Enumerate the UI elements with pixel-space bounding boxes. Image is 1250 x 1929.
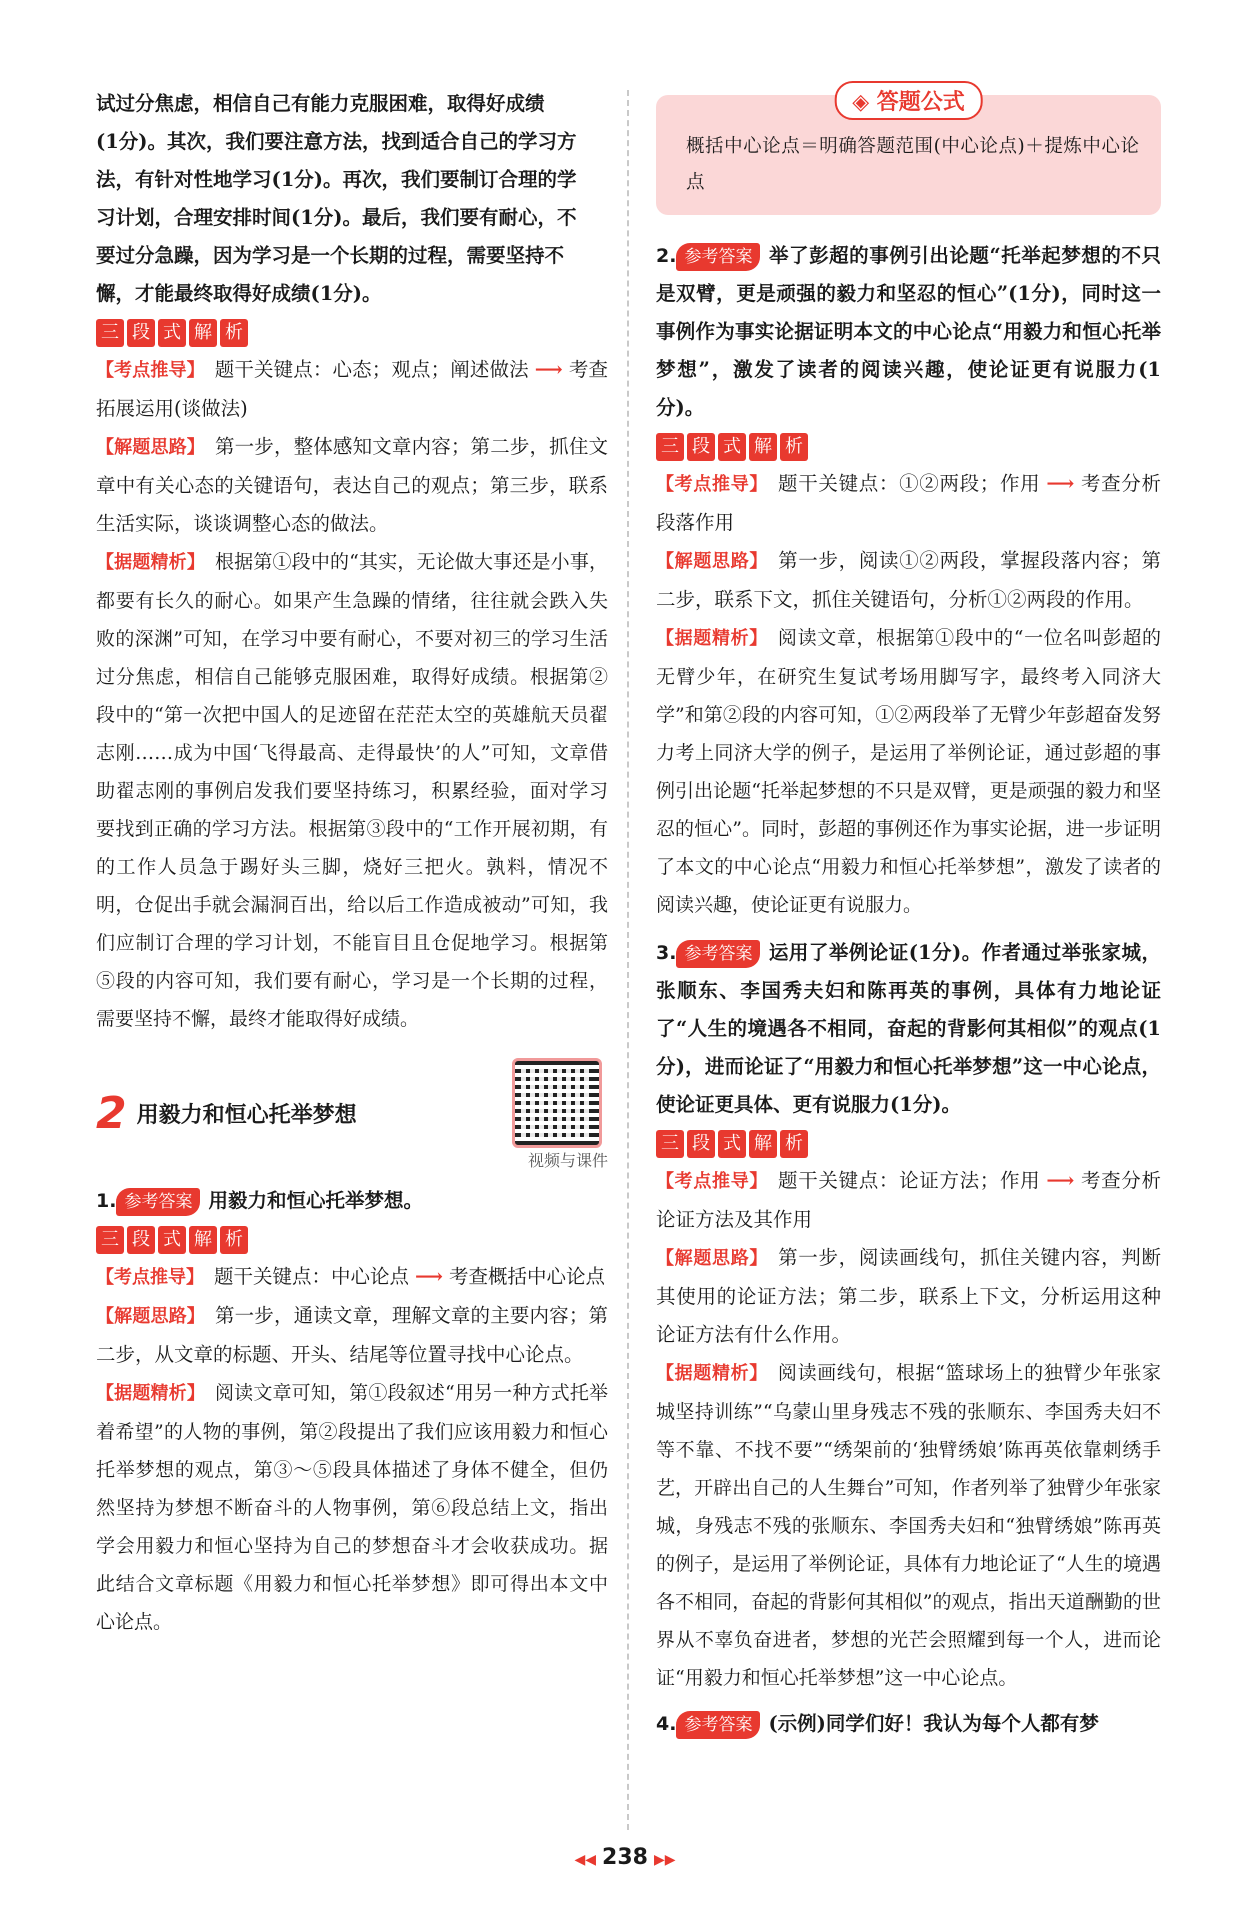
kaodian-paragraph — [96, 351, 608, 428]
formula-text: 概括中心论点＝明确答题范围(中心论点)＋提炼中心论点 — [686, 136, 1139, 193]
badge-char: 析 — [220, 319, 248, 347]
answer-badge: 参考答案 — [676, 940, 760, 968]
arrow-icon: ⟶ — [1046, 472, 1075, 495]
page-footer — [0, 1845, 1250, 1870]
badge-char: 段 — [687, 1130, 715, 1158]
sanduan-badge — [656, 433, 1161, 461]
prev-page-icon[interactable]: ◀◀ — [574, 1852, 597, 1868]
jingxi-text: 阅读文章可知，第①段叙述“用另一种方式托举着希望”的人物的事例，第②段提出了我们应该用毅力和恒心托举梦想的观点，第③～⑤段具体描述了身体不健全，但仍然坚持为梦想不断奋斗的人物事例，第⑥段总结上文，指出学会用毅力和恒心坚持为自己的梦想奋斗才会收获成功。据此结合文章标题《用毅力和恒心托举梦想》即可得出本文中心论点。 — [96, 1382, 609, 1633]
kaodian-tag: 【考点推导】 — [656, 1171, 769, 1192]
jieti-tag: 【解题思路】 — [96, 1306, 205, 1327]
intro-line: 试过分焦虑，相信自己有能力克服困难，取得好成绩 — [96, 92, 545, 115]
section-heading — [96, 1068, 608, 1170]
qr-code-icon[interactable] — [512, 1058, 602, 1148]
next-page-icon[interactable]: ▶▶ — [653, 1852, 676, 1868]
page-number: 238 — [602, 1845, 648, 1870]
badge-char: 三 — [96, 319, 124, 347]
badge-char: 析 — [780, 1130, 808, 1158]
jieti-text: 第一步，阅读画线句，抓住关键内容，判断其使用的论证方法；第二步，联系上下文，分析运用这种论证方法有什么作用。 — [656, 1246, 1161, 1346]
badge-char: 段 — [687, 433, 715, 461]
question-number: 1. — [96, 1190, 117, 1212]
question-number: 4. — [656, 1713, 677, 1735]
arrow-icon: ⟶ — [534, 358, 563, 381]
intro-line: 懈，才能最终取得好成绩(1分)。 — [96, 282, 382, 305]
answer-badge: 参考答案 — [676, 1711, 760, 1739]
answer-text: (示例)同学们好！我认为每个人都有梦 — [768, 1712, 1099, 1735]
qr-label: 视频与课件 — [527, 1151, 608, 1170]
sanduan-badge — [96, 319, 608, 347]
jingxi-paragraph — [656, 619, 1161, 924]
answer-badge: 参考答案 — [116, 1188, 200, 1216]
jingxi-paragraph — [656, 1354, 1161, 1697]
jingxi-paragraph — [96, 543, 608, 1038]
badge-char: 析 — [780, 433, 808, 461]
jieti-paragraph — [656, 542, 1161, 619]
jingxi-text: 根据第①段中的“其实，无论做大事还是小事，都要有长久的耐心。如果产生急躁的情绪，往往就会跌入失败的深渊”可知，在学习中要有耐心，不要对初三的学习生活过分焦虑，相信自己能够克服困难，取得好成绩。根据第②段中的“第一次把中国人的足迹留在茫茫太空的英雄航天员翟志刚……成为中国‘飞得最高、走得最快’的人”可知，文章借助翟志刚的事例启发我们要坚持练习，积累经验，面对学习要找到正确的学习方法。根据第③段中的“工作开展初期，有的工作人员急于踢好头三脚，烧好三把火。孰料，情况不明，仓促出手就会漏洞百出，给以后工作造成被动”可知，我们应制订合理的学习计划，不能盲目且仓促地学习。根据第⑤段的内容可知，我们要有耐心，学习是一个长期的过程，需要坚持不懈，最终才能取得好成绩。 — [96, 551, 609, 1030]
left-column — [96, 85, 608, 1641]
section-title: 用毅力和恒心托举梦想 — [136, 1102, 357, 1128]
badge-char: 式 — [718, 433, 746, 461]
badge-char: 段 — [127, 319, 155, 347]
badge-char: 析 — [220, 1226, 248, 1254]
badge-char: 段 — [127, 1226, 155, 1254]
kaodian-paragraph — [656, 1162, 1161, 1239]
jingxi-paragraph — [96, 1374, 608, 1641]
kaodian-tag: 【考点推导】 — [656, 474, 769, 495]
q1-answer — [96, 1182, 608, 1220]
jingxi-tag: 【据题精析】 — [96, 1383, 205, 1404]
formula-title-text: 答题公式 — [876, 90, 965, 115]
answer-text: 运用了举例论证(1分)。作者通过举张家城，张顺东、李国秀夫妇和陈再英的事例，具体有力地论证了“人生的境遇各不相同，奋起的背影何其相似”的观点(1分)，进而论证了“用毅力和恒心托举梦想”这一中心论点，使论证更具体、更有说服力(1分)。 — [656, 941, 1161, 1116]
kaodian-text: 题干关键点：论证方法；作用 — [778, 1169, 1041, 1192]
kaodian-result: 考查概括中心论点 — [448, 1265, 605, 1288]
jieti-paragraph — [96, 1297, 608, 1374]
answer-text: 举了彭超的事例引出论题“托举起梦想的不只是双臂，更是顽强的毅力和坚忍的恒心”(1分)，同时这一事例作为事实论据证明本文的中心论点“用毅力和恒心托举梦想”，激发了读者的阅读兴趣，使论证更有说服力(1分)。 — [656, 244, 1161, 419]
intro-line: 法，有针对性地学习(1分)。再次，我们要制订合理的学 — [96, 168, 577, 191]
badge-char: 式 — [718, 1130, 746, 1158]
badge-char: 式 — [158, 319, 186, 347]
jingxi-tag: 【据题精析】 — [96, 552, 205, 573]
jieti-text: 第一步，整体感知文章内容；第二步，抓住文章中有关心态的关键语句，表达自己的观点；第三步，联系生活实际，谈谈调整心态的做法。 — [96, 435, 608, 535]
question-number: 3. — [656, 942, 677, 964]
question-number: 2. — [656, 245, 677, 267]
formula-box — [656, 90, 1161, 215]
jingxi-tag: 【据题精析】 — [656, 628, 768, 649]
badge-char: 解 — [749, 1130, 777, 1158]
jieti-text: 第一步，阅读①②两段，掌握段落内容；第二步，联系下文，抓住关键语句，分析①②两段的作用。 — [656, 549, 1161, 611]
kaodian-result: 考查拓展运用(谈做法) — [96, 358, 608, 420]
arrow-icon: ⟶ — [1046, 1169, 1075, 1192]
column-divider — [627, 90, 629, 1830]
answer-text: 用毅力和恒心托举梦想。 — [208, 1189, 423, 1212]
intro-line: 习计划，合理安排时间(1分)。最后，我们要有耐心，不 — [96, 206, 577, 229]
kaodian-tag: 【考点推导】 — [96, 1267, 204, 1288]
sanduan-badge — [656, 1130, 1161, 1158]
badge-char: 解 — [749, 433, 777, 461]
jieti-tag: 【解题思路】 — [96, 437, 205, 458]
intro-line: (1分)。其次，我们要注意方法，找到适合自己的学习方 — [96, 130, 577, 153]
badge-char: 三 — [656, 433, 684, 461]
jieti-paragraph — [656, 1239, 1161, 1354]
jingxi-tag: 【据题精析】 — [656, 1363, 768, 1384]
section-number: 2 — [96, 1087, 127, 1139]
kaodian-result: 考查分析段落作用 — [656, 472, 1161, 534]
answer-badge: 参考答案 — [676, 243, 760, 271]
sanduan-badge — [96, 1226, 608, 1254]
kaodian-paragraph — [656, 465, 1161, 542]
q2-answer — [656, 237, 1161, 427]
badge-char: 式 — [158, 1226, 186, 1254]
jingxi-text: 阅读文章，根据第①段中的“一位名叫彭超的无臂少年，在研究生复试考场用脚写字，最终考入同济大学”和第②段的内容可知，①②两段举了无臂少年彭超奋发努力考上同济大学的例子，是运用了举例论证，通过彭超的事例引出论题“托举起梦想的不只是双臂，更是顽强的毅力和坚忍的恒心”。同时，彭超的事例还作为事实论据，进一步证明了本文的中心论点“用毅力和恒心托举梦想”，激发了读者的阅读兴趣，使论证更有说服力。 — [656, 627, 1162, 916]
right-column — [656, 85, 1161, 1743]
badge-char: 解 — [189, 319, 217, 347]
badge-char: 三 — [656, 1130, 684, 1158]
q3-answer — [656, 934, 1161, 1124]
kaodian-text: 题干关键点：心态；观点；阐述做法 — [214, 358, 529, 381]
jieti-tag: 【解题思路】 — [656, 551, 769, 572]
badge-char: 解 — [189, 1226, 217, 1254]
intro-line: 要过分急躁，因为学习是一个长期的过程，需要坚持不 — [96, 244, 565, 267]
formula-title: ◈ 答题公式 — [834, 81, 983, 120]
kaodian-paragraph — [96, 1258, 608, 1297]
kaodian-tag: 【考点推导】 — [96, 360, 205, 381]
badge-char: 三 — [96, 1226, 124, 1254]
kaodian-text: 题干关键点：中心论点 — [214, 1265, 410, 1288]
kaodian-result: 考查分析论证方法及其作用 — [656, 1169, 1161, 1231]
q4-answer — [656, 1705, 1161, 1743]
intro-answer — [96, 85, 608, 313]
jieti-tag: 【解题思路】 — [656, 1248, 769, 1269]
jingxi-text: 阅读画线句，根据“篮球场上的独臂少年张家城坚持训练”“乌蒙山里身残志不残的张顺东、李国秀夫妇不等不靠、不找不要”“绣架前的‘独臂绣娘’陈再英依靠刺绣手艺，开辟出自己的人生舞台”可知，作者列举了独臂少年张家城，身残志不残的张顺东、李国秀夫妇和“独臂绣娘”陈再英的例子，是运用了举例论证，具体有力地论证了“人生的境遇各不相同，奋起的背影何其相似”的观点，指出天道酬勤的世界从不辜负奋进者，梦想的光芒会照耀到每一个人，进而论证“用毅力和恒心托举梦想”这一中心论点。 — [656, 1362, 1162, 1689]
kaodian-text: 题干关键点：①②两段；作用 — [778, 472, 1041, 495]
jieti-text: 第一步，通读文章，理解文章的主要内容；第二步，从文章的标题、开头、结尾等位置寻找中心论点。 — [96, 1304, 608, 1366]
arrow-icon: ⟶ — [415, 1265, 443, 1288]
jieti-paragraph — [96, 428, 608, 543]
